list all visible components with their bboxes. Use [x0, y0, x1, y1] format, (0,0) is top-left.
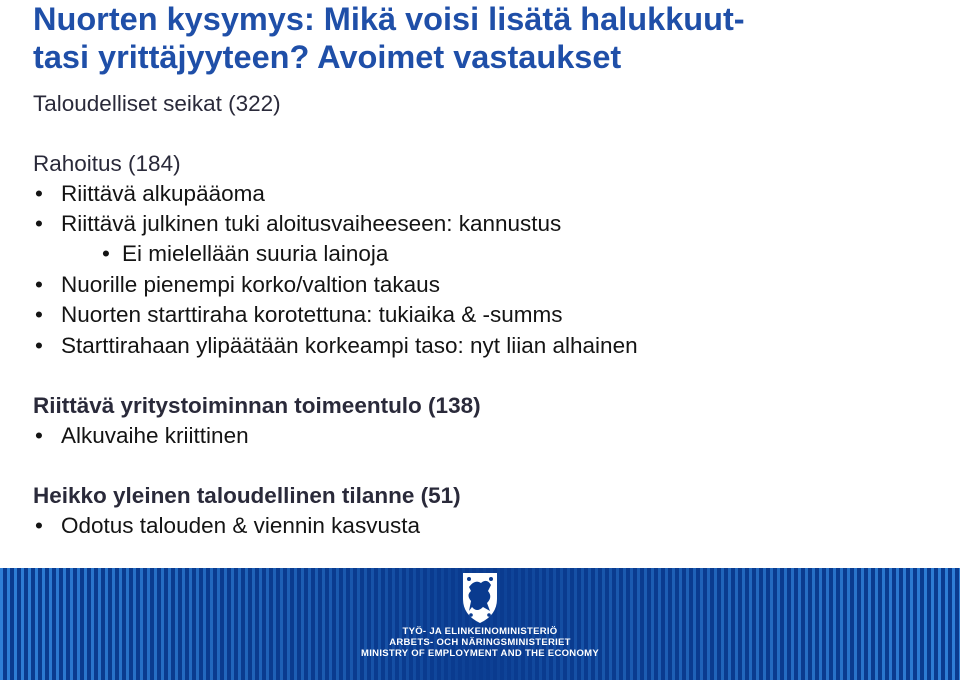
list-item: • Riittävä julkinen tuki aloitusvaiheeseen: kannustus: [33, 211, 561, 237]
section-heading-economy: Heikko yleinen taloudellinen tilanne (51): [33, 483, 461, 508]
ministry-name-en: MINISTRY OF EMPLOYMENT AND THE ECONOMY: [361, 648, 599, 659]
footer-banner: [0, 568, 960, 686]
list-item: • Nuorille pienempi korko/valtion takaus: [33, 272, 440, 298]
slide-title-line-2: tasi yrittäjyyteen? Avoimet vastaukset: [33, 39, 622, 75]
ministry-name-fi: TYÖ- JA ELINKEINOMINISTERIÖ: [402, 626, 558, 637]
list-item: • Nuorten starttiraha korotettuna: tukiaika & -summs: [33, 302, 562, 328]
slide-title: [33, 0, 933, 76]
list-item: • Starttirahaan ylipäätään korkeampi taso: nyt liian alhainen: [33, 333, 638, 359]
slide-title-line-1: Nuorten kysymys: Mikä voisi lisätä halukkuut-: [33, 1, 745, 37]
section-heading-economic: Taloudelliset seikat (322): [33, 91, 281, 116]
list-item-sub: • Ei mielellään suuria lainoja: [33, 241, 388, 267]
list-item: • Odotus talouden & viennin kasvusta: [33, 513, 420, 539]
list-item: • Alkuvaihe kriittinen: [33, 423, 249, 449]
section-heading-livelihood: Riittävä yritystoiminnan toimeentulo (138): [33, 393, 481, 418]
ministry-name-sv: ARBETS- OCH NÄRINGSMINISTERIET: [389, 637, 571, 648]
list-item: • Riittävä alkupääoma: [33, 181, 265, 207]
section-heading-funding: Rahoitus (184): [33, 151, 181, 176]
